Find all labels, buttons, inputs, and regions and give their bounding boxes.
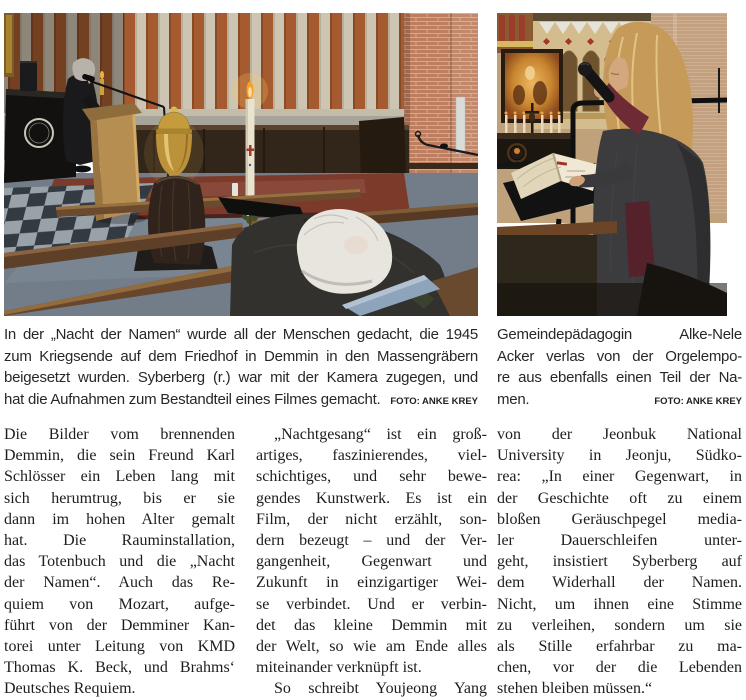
text-line: Deutsches Requiem. [4, 680, 136, 698]
text-line: University in Jeonju, Südko- [497, 447, 742, 465]
text-line: der Namen“. Auch das Re- [4, 574, 235, 592]
caption-text: men. [497, 390, 530, 408]
text-line: In der „Nacht der Namen“ wurde all der Menschen gedacht, die 1945 [4, 326, 478, 343]
text-line: ler Dauerschleifen unter- [497, 532, 742, 550]
brick-pillar [404, 13, 478, 193]
text-line: Die Bilder vom brennenden [4, 426, 235, 443]
text-line: geht, insistiert Syberberg auf [497, 553, 742, 571]
text-line: stehen bleiben müssen.“ [497, 680, 653, 698]
text-line: Acker verlas von der Orgelempo- [497, 347, 742, 365]
photo-nacht-der-namen-church-nave [4, 13, 478, 316]
text-line: Film, der nicht erzählt, son- [256, 510, 487, 528]
text-line: det das kleine Demmin mit [256, 616, 487, 634]
text-line: beigesetzt wurden. Syberberg (r.) war mit der Kamera zugegen, und [4, 369, 478, 386]
text-line: Schlösser ein Leben lang mit [4, 468, 235, 486]
text-line: rea: „In einer Gegenwart, in [497, 468, 742, 486]
text-line: artiges, faszinierendes, viel- [256, 447, 487, 465]
text-line: zu verleihen, sondern um sie [497, 616, 742, 634]
text-line: So schreibt Youjeong Yang [274, 680, 487, 698]
left-photo-block [4, 13, 478, 412]
photo-orgelempore-reader [497, 13, 727, 316]
text-line: als Stille erfahrbar zu ma- [497, 638, 742, 656]
text-line: torei unter Leitung von KMD [4, 638, 235, 656]
text-line: Zukunft in einzigartiger Wei- [256, 574, 487, 592]
text-line: hat. Die Rauminstallation, [4, 532, 235, 550]
text-line [497, 389, 742, 413]
article-column-1 [4, 424, 235, 700]
photo-credit: FOTO: ANKE KREY [654, 395, 742, 407]
text-line: re aus ebenfalls einen Teil der Na- [497, 369, 742, 386]
text-line: miteinander verknüpft ist. [256, 659, 422, 677]
small-bottle [232, 183, 238, 196]
text-line: Nicht, um ihnen eine Stimme [497, 595, 742, 613]
article-body [4, 424, 742, 700]
text-line: se verbindet. Und er verbin- [256, 595, 487, 613]
text-line: chen, vor der die Lebenden [497, 659, 742, 677]
text-line: der Welt, so wie am Ende alles [256, 638, 487, 656]
text-line: „Nachtgesang“ ist ein groß- [274, 426, 487, 443]
text-line: dem Widerhall der Namen. [497, 574, 742, 592]
text-line: dern bezeugt – und der Ver- [256, 532, 487, 550]
text-line: quiem von Mozart, aufge- [4, 595, 235, 613]
caption-right [497, 324, 742, 412]
text-line: Thomas K. Beck, und Brahms‘ [4, 659, 235, 677]
photo-credit: FOTO: ANKE KREY [390, 395, 478, 407]
text-line: schichtiges, und sehr bewe- [256, 468, 487, 486]
caption-left [4, 324, 478, 412]
article-column-2 [256, 424, 487, 700]
text-line: führt von der Demminer Kan- [4, 616, 235, 634]
text-line: von der Jeonbuk National [497, 426, 742, 443]
votive-flame [514, 148, 520, 154]
right-photo-block [497, 13, 742, 412]
text-line: sich herumtrug, bis er sie [4, 489, 235, 507]
photos-row [4, 13, 742, 412]
left-pinnacles [497, 13, 533, 53]
text-line [4, 389, 478, 413]
text-line: das Totenbuch und die „Nacht [4, 553, 235, 571]
caption-text: hat die Aufnahmen zum Bestandteil eines Filmes gemacht. [4, 390, 381, 408]
text-line: Demmin, die sein Freund Karl [4, 447, 235, 465]
article-column-3 [497, 424, 742, 700]
text-line: gendes Kunstwerk. Es ist ein [256, 489, 487, 507]
text-line: Gemeindepädagogin Alke-Nele [497, 326, 742, 343]
text-line: zum Kriegsende auf dem Friedhof in Demmin in den Massengräbern [4, 347, 478, 365]
text-line: gangenheit, Gegenwart und [256, 553, 487, 571]
text-line: der Geschichte oft zu einem [497, 489, 742, 507]
text-line: dann im hohen Alter gemalt [4, 510, 235, 528]
text-line: bloßen Geräuschpegel media- [497, 510, 742, 528]
